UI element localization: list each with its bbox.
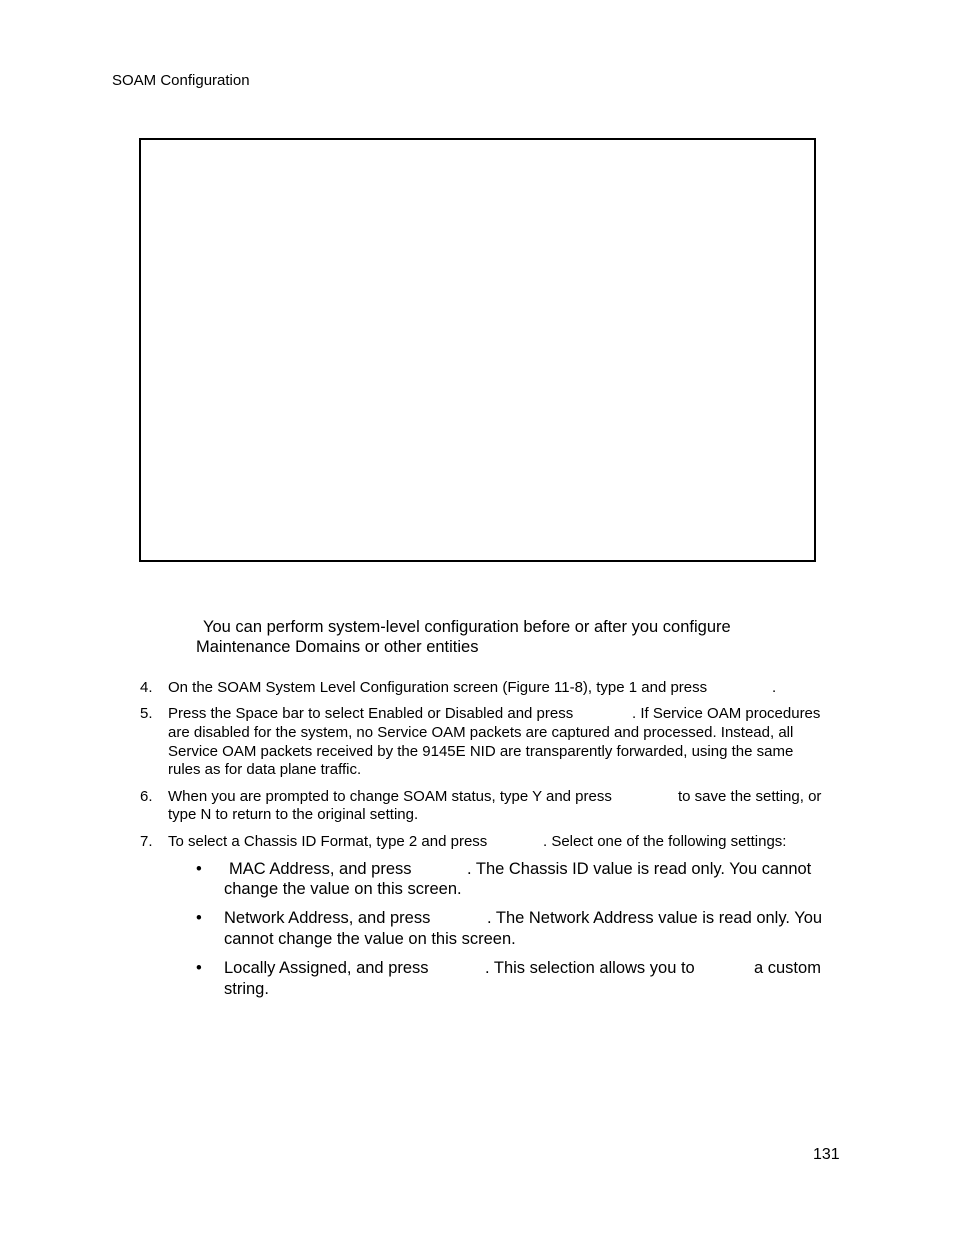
step-text: When you are prompted to change SOAM status, type Y and press xyxy=(168,788,612,805)
step-number: 4. xyxy=(140,679,153,696)
step-text: . Select one of the following settings: xyxy=(543,833,787,850)
page-number: 131 xyxy=(813,1146,840,1163)
bullet-text: Locally Assigned, and press xyxy=(224,959,429,977)
bullet-text: string. xyxy=(224,980,269,998)
step-text: Press the Space bar to select Enabled or Disabled and press xyxy=(168,705,574,722)
step-text: to save the setting, or xyxy=(678,788,822,805)
step-number: 5. xyxy=(140,705,153,722)
note-line-1: You can perform system-level configuration before or after you configure xyxy=(203,618,731,636)
step-text: type N to return to the original setting. xyxy=(168,806,419,823)
bullet-text: . This selection allows you to xyxy=(485,959,695,977)
bullet-text: MAC Address, and press xyxy=(229,860,412,878)
figure-frame xyxy=(139,138,816,562)
step-text: On the SOAM System Level Configuration screen (Figure 11-8), type 1 and press xyxy=(168,679,708,696)
step-number: 6. xyxy=(140,788,153,805)
step-number: 7. xyxy=(140,833,153,850)
note-line-2: Maintenance Domains or other entities xyxy=(196,638,479,656)
bullet-text: change the value on this screen. xyxy=(224,880,462,898)
bullet-text: . The Chassis ID value is read only. You cannot xyxy=(467,860,812,878)
step-text: Service OAM packets received by the 9145E NID are transparently forwarded, using the same xyxy=(168,743,794,760)
bullet-marker: • xyxy=(196,860,202,878)
bullet-text: a custom xyxy=(754,959,821,977)
bullet-marker: • xyxy=(196,959,202,977)
step-text: To select a Chassis ID Format, type 2 and press xyxy=(168,833,488,850)
bullet-text: . The Network Address value is read only. You xyxy=(487,909,823,927)
bullet-text: Network Address, and press xyxy=(224,909,431,927)
running-header: SOAM Configuration xyxy=(112,72,250,89)
step-text: rules as for data plane traffic. xyxy=(168,761,362,778)
step-text: . If Service OAM procedures xyxy=(632,705,821,722)
bullet-text: cannot change the value on this screen. xyxy=(224,930,516,948)
bullet-marker: • xyxy=(196,909,202,927)
step-text: are disabled for the system, no Service OAM packets are captured and processed. Instead, all xyxy=(168,724,794,741)
step-text: . xyxy=(772,679,777,696)
